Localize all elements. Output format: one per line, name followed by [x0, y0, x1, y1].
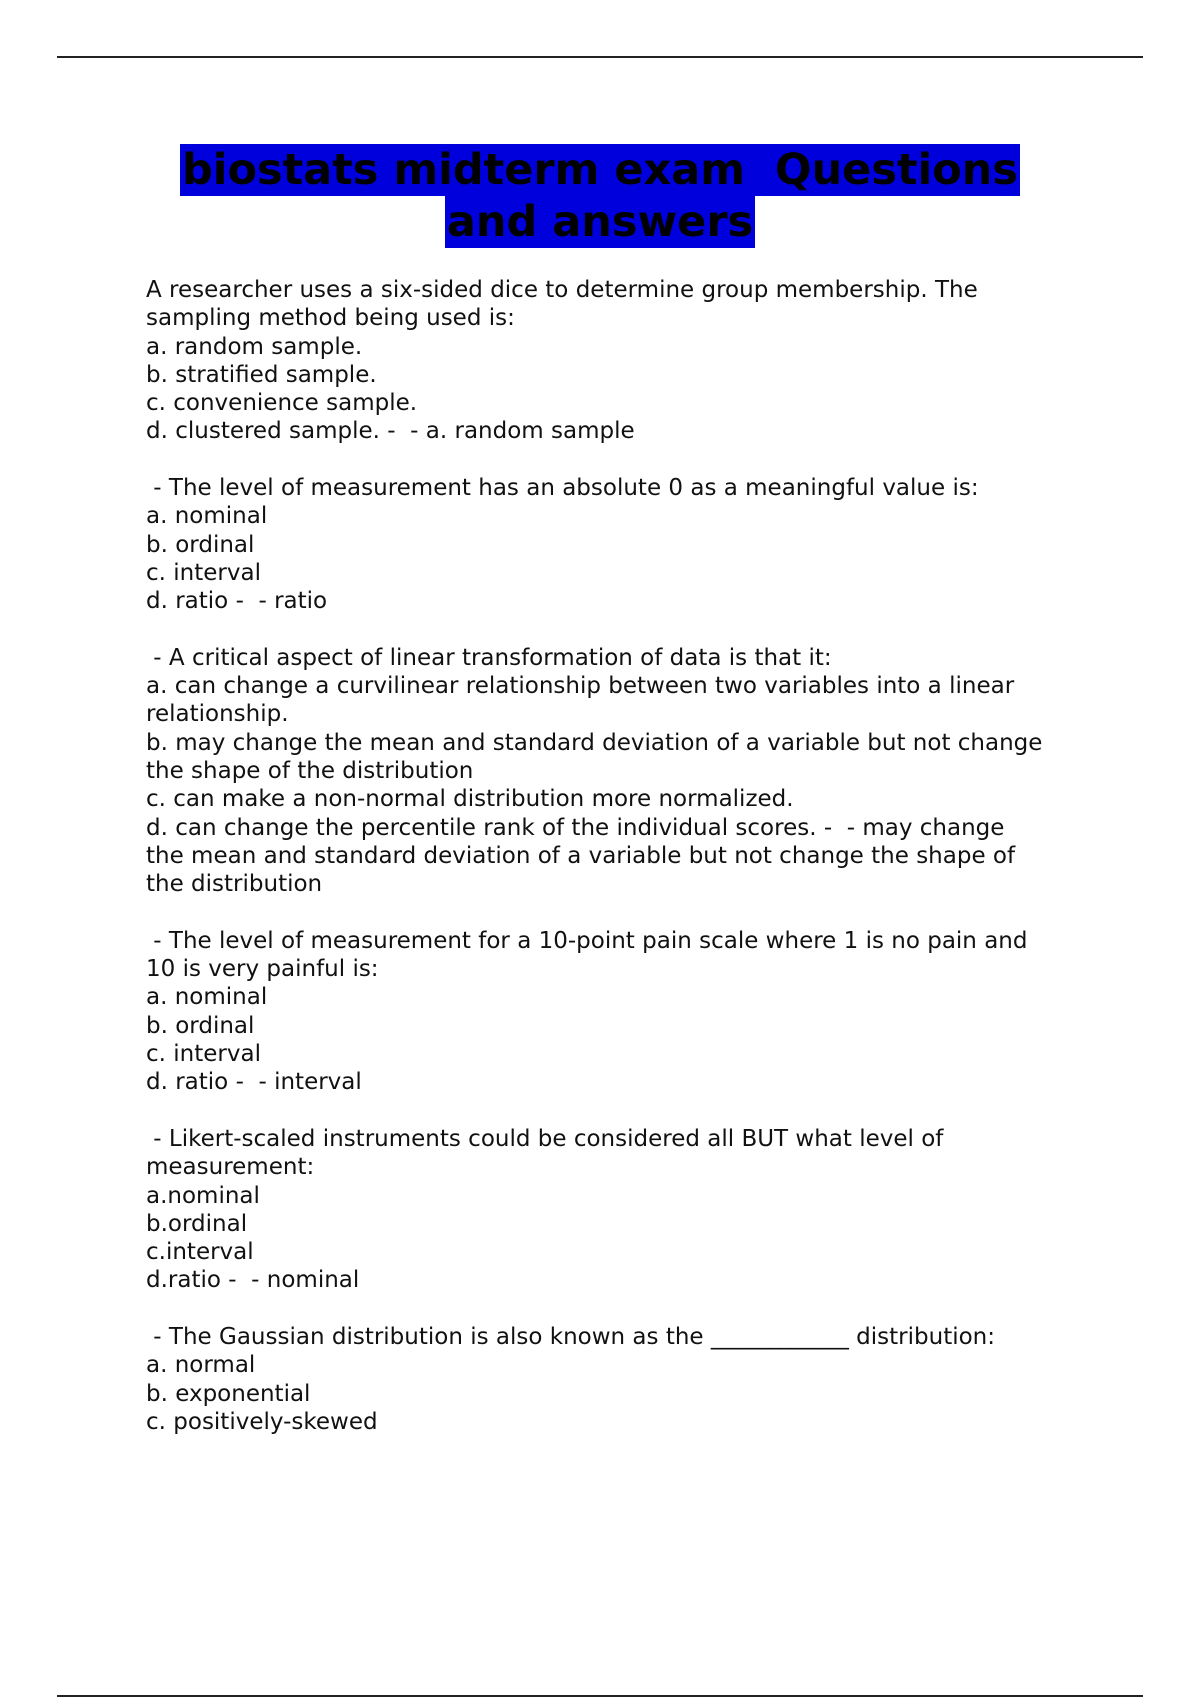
- answer-option: a. can change a curvilinear relationship between two variables into a linear: [146, 673, 1015, 700]
- question-text: measurement:: [146, 1154, 315, 1181]
- answer-option: c. positively-skewed: [146, 1408, 378, 1435]
- question-text: sampling method being used is:: [146, 305, 515, 332]
- question-block: [146, 644, 1106, 899]
- answer-option: a. nominal: [146, 984, 268, 1011]
- answer-option: b. ordinal: [146, 531, 255, 558]
- question-text: - The Gaussian distribution is also known as the ____________ distribution:: [146, 1323, 996, 1350]
- answer-option-with-key: d. ratio - - interval: [146, 1069, 362, 1096]
- answer-option: relationship.: [146, 701, 289, 728]
- answer-key: the mean and standard deviation of a variable but not change the shape of: [146, 842, 1016, 869]
- answer-option: b.ordinal: [146, 1210, 248, 1237]
- answer-option: a. random sample.: [146, 333, 363, 360]
- answer-option: a. normal: [146, 1352, 256, 1379]
- answer-option: the shape of the distribution: [146, 758, 474, 785]
- answer-option: a. nominal: [146, 503, 268, 530]
- question-text: - The level of measurement has an absolute 0 as a meaningful value is:: [146, 475, 979, 502]
- question-text: - A critical aspect of linear transformation of data is that it:: [146, 644, 832, 671]
- bottom-rule: [57, 1695, 1143, 1697]
- top-rule: [57, 56, 1143, 58]
- title-line-1: biostats midterm exam Questions: [181, 145, 1018, 195]
- question-text: - The level of measurement for a 10-point pain scale where 1 is no pain and: [146, 927, 1028, 954]
- answer-option-with-key: d. can change the percentile rank of the individual scores. - - may change: [146, 814, 1005, 841]
- answer-option: b. exponential: [146, 1380, 311, 1407]
- answer-option: c. interval: [146, 1041, 261, 1068]
- question-block: [146, 927, 1106, 1097]
- question-block: [146, 474, 1106, 615]
- answer-option: c.interval: [146, 1239, 254, 1266]
- question-text: A researcher uses a six-sided dice to determine group membership. The: [146, 277, 978, 303]
- question-block: [146, 1125, 1106, 1295]
- answer-option: b. stratified sample.: [146, 361, 377, 388]
- document-title: [100, 144, 1100, 248]
- question-block: [146, 1323, 1106, 1436]
- question-block: [146, 276, 1106, 446]
- answer-option: b. ordinal: [146, 1012, 255, 1039]
- title-line-2: and answers: [446, 197, 754, 247]
- answer-option-with-key: d. ratio - - ratio: [146, 588, 328, 615]
- answer-option: c. interval: [146, 559, 261, 586]
- answer-option: c. convenience sample.: [146, 390, 418, 417]
- question-list: [146, 276, 1106, 1464]
- answer-option-with-key: d. clustered sample. - - a. random sample: [146, 418, 635, 445]
- answer-option: c. can make a non-normal distribution more normalized.: [146, 786, 794, 813]
- answer-key: the distribution: [146, 871, 323, 898]
- question-text: - Likert-scaled instruments could be considered all BUT what level of: [146, 1125, 944, 1152]
- answer-option: b. may change the mean and standard deviation of a variable but not change: [146, 729, 1043, 756]
- answer-option-with-key: d.ratio - - nominal: [146, 1267, 360, 1294]
- question-text: 10 is very painful is:: [146, 956, 379, 983]
- answer-option: a.nominal: [146, 1182, 260, 1209]
